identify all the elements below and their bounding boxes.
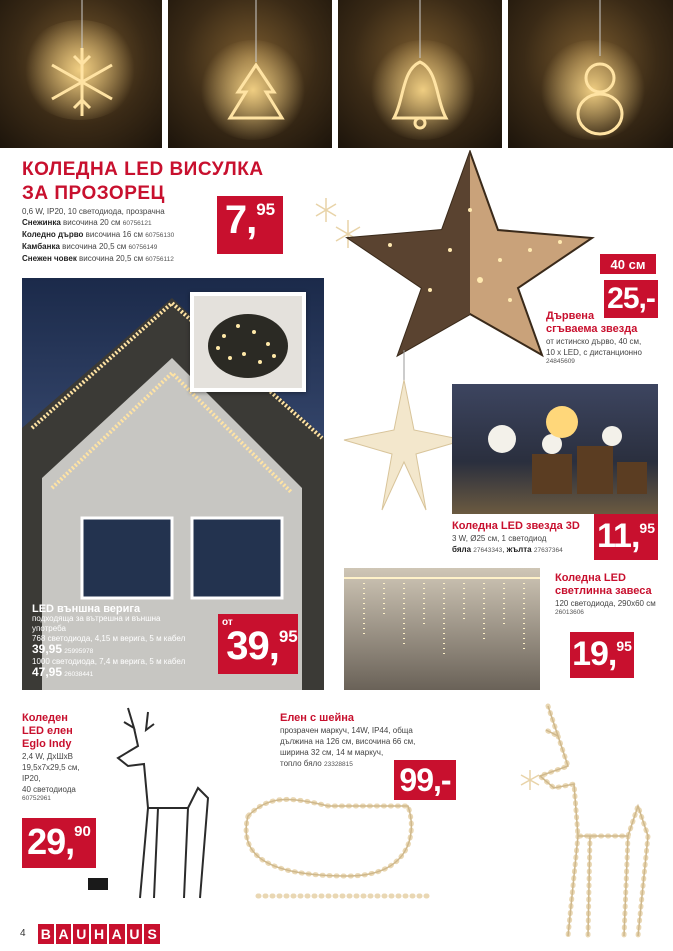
chain-variant-1: 39,95 25995978 [32, 642, 94, 656]
logo-letter: A [56, 924, 72, 944]
sleigh-desc-line2: дължина на 126 см, височина 66 см, [280, 737, 416, 746]
pendant-variant-row: Коледно дърво височина 16 см 60756130 [22, 230, 175, 239]
curtain-price-main: 19, [572, 635, 617, 673]
light-curtain-image [344, 568, 540, 690]
star-title-line1: Дървена [546, 310, 595, 322]
sleigh-price-main: 99,- [399, 762, 451, 798]
page-number: 4 [20, 928, 26, 939]
light-chain-icon [194, 296, 302, 388]
pendant-price-tag [217, 196, 283, 254]
glowing-stars-image [452, 384, 658, 514]
sleigh-desc-line4: топло бяло 23328815 [280, 759, 353, 768]
logo-letter: A [109, 924, 125, 944]
bauhaus-logo [38, 924, 160, 944]
deer-desc-line3: IP20, [22, 774, 41, 783]
tree-icon [168, 0, 332, 148]
3d-star-price-main: 11, [597, 517, 640, 555]
chain-variant-1-desc: 768 светодиода, 4,15 м верига, 5 м кабел [32, 634, 186, 643]
3d-star-variants: бяла 27643343, жълта 27637364 [452, 545, 563, 554]
deer-title-line3: Eglo Indy [22, 738, 72, 750]
bell-icon [338, 0, 502, 148]
curtain-price-cents: 95 [616, 638, 632, 654]
deer-price-cents: 90 [74, 823, 91, 840]
3d-star-info [452, 520, 592, 556]
3d-star-title: Коледна LED звезда 3D [452, 520, 580, 532]
sleigh-title: Елен с шейна [280, 712, 354, 724]
chain-variant-2-desc: 1000 светодиода, 7,4 м верига, 5 м кабел [32, 657, 186, 666]
star-desc-line1: от истинско дърво, 40 см, [546, 337, 642, 346]
logo-letter: U [127, 924, 143, 944]
chain-price-cents: 95 [278, 627, 298, 646]
sleigh-desc-line3: ширина 32 см, 14 м маркуч, [280, 748, 384, 757]
curtain-price-tag [570, 632, 634, 678]
chain-inset-photo [190, 292, 306, 392]
chain-variant-2: 47,95 26038441 [32, 665, 94, 679]
pendant-price-main: 7, [224, 198, 257, 242]
curtain-desc: 120 светодиода, 290x60 см [555, 599, 656, 608]
deer-code: 60752961 [22, 795, 51, 802]
curtain-title-line2: светлинна завеса [555, 585, 652, 597]
pendant-variant-row: Снежинка височина 20 см 60756121 [22, 218, 152, 227]
pendant-specs [22, 206, 222, 265]
curtain-photo [344, 568, 540, 690]
deer-sleigh-image [228, 696, 668, 946]
star-info [546, 310, 666, 365]
3d-star-desc: 3 W, Ø25 см, 1 светодиод [452, 534, 547, 543]
logo-letter: S [144, 924, 160, 944]
star-price-main: 25,- [607, 282, 655, 315]
deer-desc-line4: 40 светодиода [22, 785, 76, 794]
star-code: 24845609 [546, 358, 575, 365]
sleigh-desc-line1: прозрачен маркуч, 14W, IP44, обща [280, 726, 413, 735]
deer-price-main: 29, [27, 821, 75, 862]
photo-snowman-pendant [508, 0, 673, 148]
photo-snowflake-pendant [0, 0, 162, 148]
snowflake-icon [0, 0, 162, 148]
deer-title-line1: Коледен [22, 712, 68, 724]
chain-desc-line1: подходяща за вътрешна и външна [32, 614, 161, 623]
pendant-variant-row: Снежен човек височина 20,5 см 60756112 [22, 254, 174, 263]
deer-title-line2: LED елен [22, 725, 73, 737]
deer-desc-line1: 2,4 W, ДxШxВ [22, 752, 73, 761]
snowflake-decor-icon [510, 760, 550, 800]
curtain-info [555, 572, 667, 616]
logo-letter: B [38, 924, 54, 944]
curtain-title-line1: Коледна LED [555, 572, 626, 584]
chain-desc-line2: употреба [32, 624, 66, 633]
3d-star-photo [452, 384, 658, 514]
chain-info [32, 604, 222, 680]
pendant-price-cents: 95 [256, 200, 276, 219]
3d-star-price-cents: 95 [639, 520, 655, 536]
wire-deer-image [88, 698, 218, 908]
deer-price-tag [22, 818, 96, 868]
logo-letter: H [91, 924, 107, 944]
star-title-line2: сгъваема звезда [546, 323, 638, 335]
3d-star-price-tag [594, 514, 658, 560]
snowman-icon [508, 0, 673, 148]
pendant-variant-row: Камбанка височина 20,5 см 60756149 [22, 242, 158, 251]
pendant-spec: 0,6 W, IP20, 10 светодиода, прозрачна [22, 207, 165, 216]
curtain-code: 26013606 [555, 609, 584, 616]
chain-price-prefix: от [222, 617, 233, 628]
chain-title: LED външна верига [32, 603, 141, 615]
chain-price-main: 39, [226, 624, 279, 668]
star-desc-line2: 10 x LED, с дистанционно [546, 348, 642, 357]
logo-letter: U [73, 924, 89, 944]
chain-price-tag [218, 614, 298, 674]
star-size-badge: 40 см [600, 254, 656, 274]
photo-bell-pendant [338, 0, 502, 148]
pendant-title-line1: КОЛЕДНА LED ВИСУЛКА [22, 159, 264, 180]
pendant-title-line2: ЗА ПРОЗОРЕЦ [22, 183, 165, 204]
deer-desc-line2: 19,5x7x29,5 см, [22, 763, 80, 772]
photo-tree-pendant [168, 0, 332, 148]
